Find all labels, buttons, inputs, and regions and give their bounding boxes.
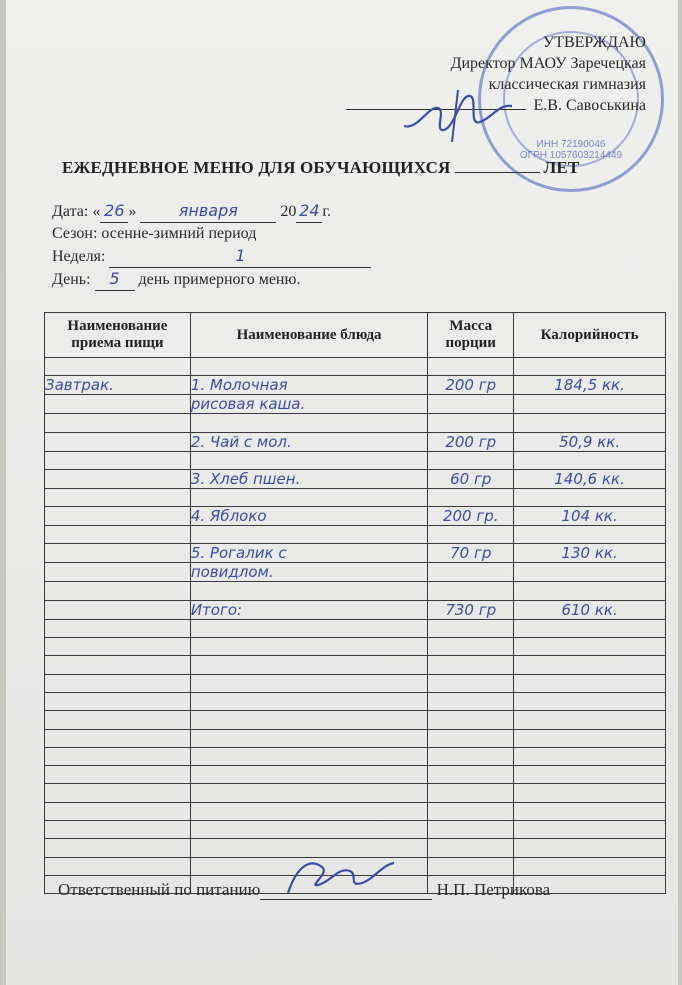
cell-mass — [428, 784, 514, 802]
cell-mass — [428, 857, 514, 875]
cell-mass — [428, 619, 514, 637]
cell-dish: 5. Рогалик с — [190, 544, 428, 563]
cell-mass: 200 гр — [428, 432, 514, 451]
cell-mass — [428, 766, 514, 784]
date-month: января — [140, 200, 276, 223]
cell-calories — [514, 451, 666, 469]
title-text: ЕЖЕДНЕВНОЕ МЕНЮ ДЛЯ ОБУЧАЮЩИХСЯ — [62, 158, 451, 177]
table-row — [45, 488, 666, 506]
cell-meal — [45, 469, 191, 488]
cell-meal — [45, 563, 191, 582]
table-header-row — [45, 313, 666, 358]
table-row — [45, 766, 666, 784]
cell-calories — [514, 747, 666, 765]
table-row — [45, 526, 666, 544]
cell-mass — [428, 358, 514, 376]
cell-meal — [45, 729, 191, 747]
cell-calories — [514, 638, 666, 656]
cell-meal — [45, 692, 191, 710]
header-meal: Наименование приема пищи — [45, 313, 191, 358]
cell-meal — [45, 414, 191, 432]
cell-dish — [190, 656, 428, 674]
cell-dish — [190, 766, 428, 784]
cell-calories — [514, 563, 666, 582]
table-row — [45, 747, 666, 765]
footer — [58, 880, 550, 900]
date-sep: » — [128, 203, 137, 220]
cell-mass: 730 гр — [428, 600, 514, 619]
approval-position-1: Директор МАОУ Заречецкая — [450, 55, 646, 72]
cell-mass — [428, 747, 514, 765]
cell-dish — [190, 692, 428, 710]
footer-name: Н.П. Петрикова — [436, 880, 551, 899]
week-value: 1 — [109, 245, 371, 268]
cell-mass — [428, 821, 514, 839]
cell-dish — [190, 619, 428, 637]
cell-meal — [45, 638, 191, 656]
table-row — [45, 358, 666, 376]
stamp-ogrn: ОГРН 1057603214449 — [519, 150, 623, 161]
cell-meal — [45, 656, 191, 674]
cell-meal — [45, 582, 191, 600]
cell-calories — [514, 839, 666, 857]
week-label: Неделя: — [52, 248, 106, 265]
cell-meal — [45, 395, 191, 414]
cell-calories — [514, 821, 666, 839]
cell-calories — [514, 582, 666, 600]
date-label: Дата: « — [52, 203, 101, 220]
cell-mass — [428, 526, 514, 544]
cell-dish — [190, 674, 428, 692]
cell-meal — [45, 821, 191, 839]
cell-calories: 50,9 кк. — [514, 432, 666, 451]
date-row — [52, 200, 371, 223]
table-row — [45, 674, 666, 692]
cell-meal — [45, 711, 191, 729]
cell-mass — [428, 692, 514, 710]
cell-meal — [45, 674, 191, 692]
document-page — [6, 0, 678, 985]
cell-mass — [428, 395, 514, 414]
cell-dish — [190, 451, 428, 469]
cell-meal — [45, 544, 191, 563]
cell-calories: 184,5 кк. — [514, 376, 666, 395]
table-row — [45, 729, 666, 747]
cell-mass: 200 гр — [428, 376, 514, 395]
cell-dish: 2. Чай с мол. — [190, 432, 428, 451]
cell-mass — [428, 674, 514, 692]
cell-mass — [428, 414, 514, 432]
table-row — [45, 600, 666, 619]
title-suffix: ЛЕТ — [543, 158, 580, 177]
table-row — [45, 563, 666, 582]
table-row — [45, 432, 666, 451]
year-end: г. — [322, 203, 332, 220]
table-row — [45, 711, 666, 729]
cell-dish: 1. Молочная — [190, 376, 428, 395]
cell-dish: 3. Хлеб пшен. — [190, 469, 428, 488]
day-suffix: день примерного меню. — [138, 271, 301, 288]
table-row — [45, 451, 666, 469]
cell-mass — [428, 563, 514, 582]
stamp-inn: ИНН 72190046 — [536, 139, 606, 150]
responsible-signature-line — [260, 883, 432, 900]
cell-mass — [428, 488, 514, 506]
age-blank — [455, 172, 540, 173]
header-dish: Наименование блюда — [190, 313, 428, 358]
cell-dish: рисовая каша. — [190, 395, 428, 414]
cell-meal — [45, 432, 191, 451]
cell-dish — [190, 711, 428, 729]
cell-calories — [514, 414, 666, 432]
year-suffix: 24 — [296, 200, 322, 223]
table-row — [45, 619, 666, 637]
table-row — [45, 544, 666, 563]
cell-calories — [514, 729, 666, 747]
cell-calories — [514, 802, 666, 820]
cell-dish: повидлом. — [190, 563, 428, 582]
cell-dish — [190, 414, 428, 432]
cell-mass: 60 гр — [428, 469, 514, 488]
footer-label: Ответственный по питанию — [58, 880, 261, 899]
cell-meal — [45, 784, 191, 802]
menu-table — [44, 312, 666, 894]
table-row — [45, 692, 666, 710]
table-row — [45, 582, 666, 600]
cell-dish — [190, 638, 428, 656]
cell-meal — [45, 619, 191, 637]
cell-meal — [45, 747, 191, 765]
cell-meal — [45, 526, 191, 544]
table-row — [45, 784, 666, 802]
table-row — [45, 376, 666, 395]
cell-calories — [514, 395, 666, 414]
cell-meal — [45, 451, 191, 469]
cell-calories: 104 кк. — [514, 507, 666, 526]
cell-dish — [190, 821, 428, 839]
table-row — [45, 507, 666, 526]
cell-calories — [514, 784, 666, 802]
cell-calories — [514, 766, 666, 784]
cell-meal: Завтрак. — [45, 376, 191, 395]
table-row — [45, 638, 666, 656]
cell-mass — [428, 582, 514, 600]
cell-meal — [45, 600, 191, 619]
cell-mass — [428, 839, 514, 857]
director-signature — [398, 86, 518, 146]
cell-calories: 140,6 кк. — [514, 469, 666, 488]
date-day: 26 — [100, 200, 128, 223]
cell-calories — [514, 711, 666, 729]
cell-meal — [45, 802, 191, 820]
cell-mass — [428, 711, 514, 729]
cell-dish — [190, 747, 428, 765]
cell-dish — [190, 802, 428, 820]
header-calories: Калорийность — [514, 313, 666, 358]
cell-mass — [428, 802, 514, 820]
cell-meal — [45, 766, 191, 784]
cell-calories — [514, 619, 666, 637]
cell-mass: 200 гр. — [428, 507, 514, 526]
cell-dish — [190, 358, 428, 376]
table-row — [45, 469, 666, 488]
page-title — [62, 158, 579, 178]
meta-block — [52, 200, 371, 291]
cell-dish: Итого: — [190, 600, 428, 619]
cell-calories: 130 кк. — [514, 544, 666, 563]
season-row: Сезон: осенне-зимний период — [52, 225, 257, 242]
day-row — [52, 268, 371, 291]
table-row — [45, 802, 666, 820]
approval-header: УТВЕРЖДАЮ — [542, 34, 646, 51]
table-row — [45, 414, 666, 432]
table-row — [45, 656, 666, 674]
cell-mass — [428, 656, 514, 674]
table-row — [45, 821, 666, 839]
day-label: День: — [52, 271, 91, 288]
cell-meal — [45, 839, 191, 857]
cell-dish: 4. Яблоко — [190, 507, 428, 526]
cell-dish — [190, 582, 428, 600]
approval-name: Е.В. Савоськина — [533, 97, 646, 114]
cell-calories — [514, 488, 666, 506]
cell-mass — [428, 638, 514, 656]
cell-meal — [45, 488, 191, 506]
cell-meal — [45, 857, 191, 875]
cell-calories: 610 кк. — [514, 600, 666, 619]
cell-dish — [190, 488, 428, 506]
cell-meal — [45, 358, 191, 376]
cell-calories — [514, 692, 666, 710]
cell-mass: 70 гр — [428, 544, 514, 563]
cell-mass — [428, 451, 514, 469]
cell-calories — [514, 656, 666, 674]
approval-position-2: классическая гимназия — [488, 76, 646, 93]
cell-calories — [514, 674, 666, 692]
table-row — [45, 395, 666, 414]
cell-mass — [428, 729, 514, 747]
cell-dish — [190, 784, 428, 802]
cell-dish — [190, 729, 428, 747]
week-row — [52, 245, 371, 268]
year-prefix: 20 — [280, 203, 297, 220]
table-body — [45, 358, 666, 894]
cell-calories — [514, 857, 666, 875]
cell-dish — [190, 526, 428, 544]
header-mass: Масса порции — [428, 313, 514, 358]
cell-calories — [514, 358, 666, 376]
day-value: 5 — [95, 268, 135, 291]
cell-calories — [514, 526, 666, 544]
responsible-signature — [278, 853, 398, 903]
cell-meal — [45, 507, 191, 526]
